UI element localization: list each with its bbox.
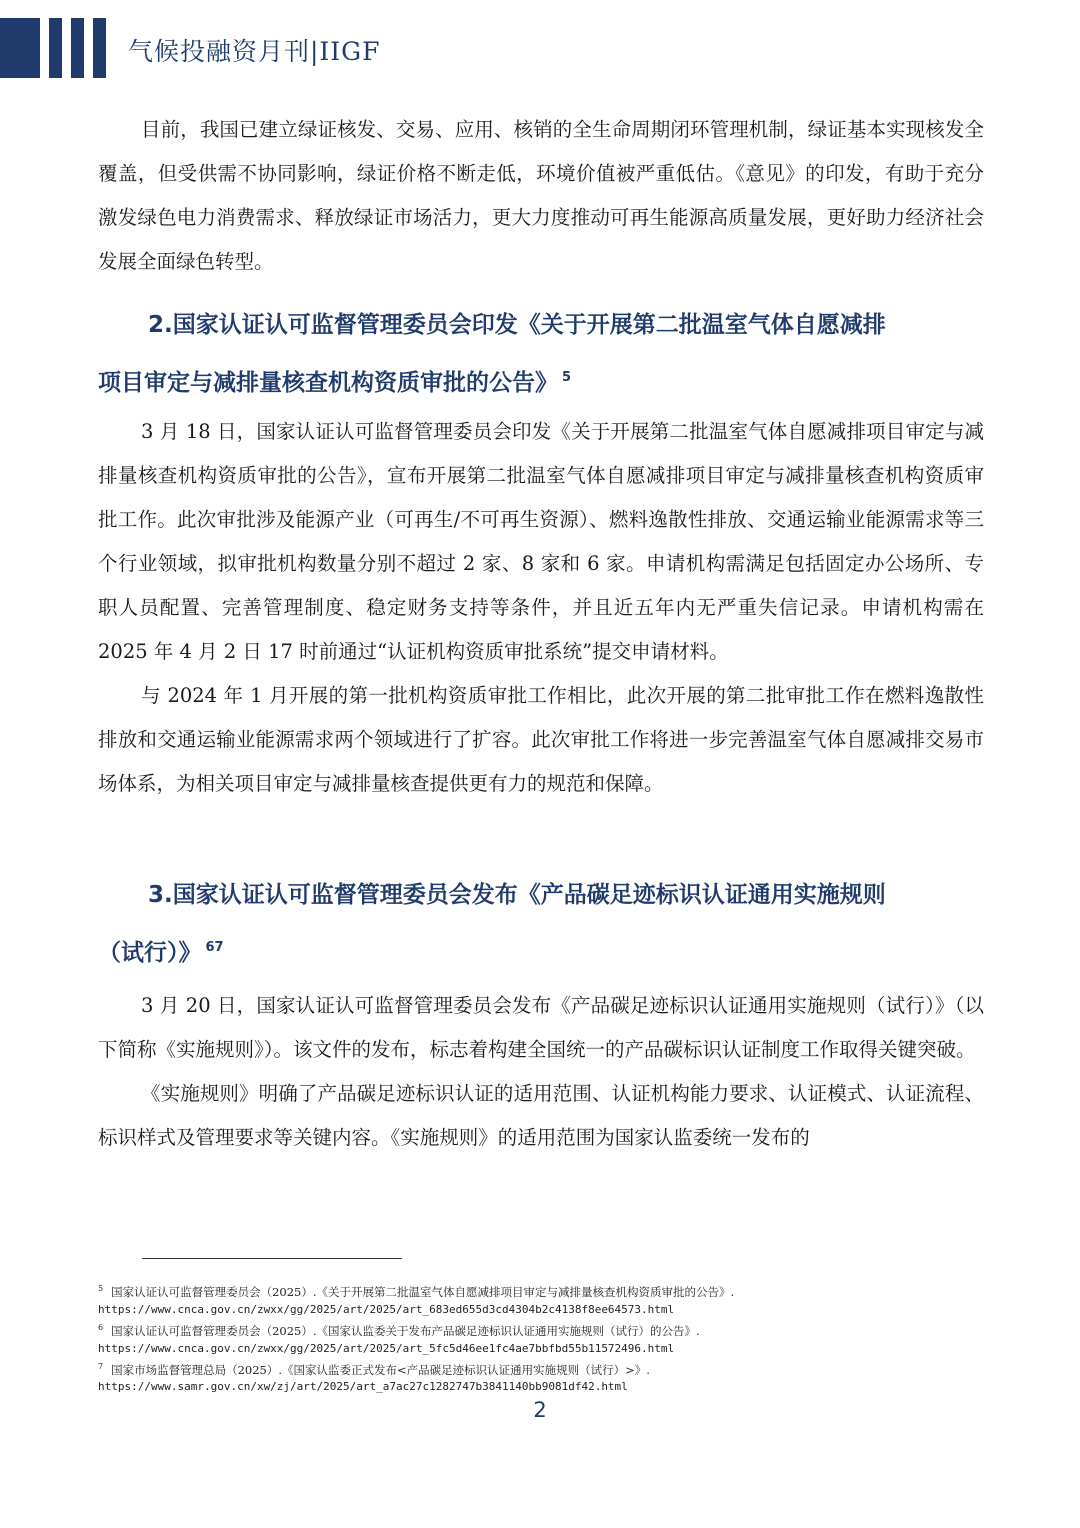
footnote-citation: 国家认证认可监督管理委员会（2025）.《国家认监委关于发布产品碳足迹标识认证通用实施规则（试行）的公告》. [111,1323,700,1338]
section-number: 3. [148,882,173,908]
footnote-divider [142,1258,402,1259]
footnote-reference: 67 [205,940,224,956]
body-paragraph: 与 2024 年 1 月开展的第一批机构资质审批工作相比，此次开展的第二批审批工作在燃料逸散性排放和交通运输业能源需求两个领域进行了扩容。此次审批工作将进一步完善温室气体自愿减排交易市场体系，为相关项目审定与减排量核查提供更有力的规范和保障。 [98,684,984,795]
section-heading-line [98,296,984,354]
section-title-line1: 国家认证认可监督管理委员会发布《产品碳足迹标识认证通用实施规则 [172,882,886,908]
footnote-text [98,1280,978,1301]
body-paragraph: 《实施规则》明确了产品碳足迹标识认证的适用范围、认证机构能力要求、认证模式、认证流程、标识样式及管理要求等关键内容。《实施规则》的适用范围为国家认监委统一发布的 [98,1082,984,1149]
header-bar [93,18,106,78]
footnote-citation: 国家认证认可监督管理委员会（2025）.《关于开展第二批温室气体自愿减排项目审定与减排量核查机构资质审批的公告》. [111,1284,735,1299]
section-heading-line [98,866,984,924]
body-paragraph: 目前，我国已建立绿证核发、交易、应用、核销的全生命周期闭环管理机制，绿证基本实现核发全覆盖，但受供需不协同影响，绿证价格不断走低，环境价值被严重低估。《意见》的印发，有助于充分激发绿色电力消费需求、释放绿证市场活力，更大力度推动可再生能源高质量发展，更好助力经济社会发展全面绿色转型。 [98,118,984,273]
header-bar [49,18,62,78]
body-paragraph: 3 月 20 日，国家认证认可监督管理委员会发布《产品碳足迹标识认证通用实施规则（试行）》（以下简称《实施规则》）。该文件的发布，标志着构建全国统一的产品碳标识认证制度工作取得关键突破。 [98,994,984,1061]
section-3-heading [98,866,984,982]
header-bar [71,18,84,78]
footnote-reference: 5 [562,370,572,386]
footnote-mark: 7 [98,1361,104,1371]
page-number: 2 [533,1398,547,1422]
header-decoration-bars [0,18,115,78]
footnote-url[interactable]: https://www.cnca.gov.cn/zwxx/gg/2025/art/2025/art_5fc5d46ee1fc4ae7bbfbd55b11572496.html [98,1341,675,1355]
section-2-body [98,410,984,806]
section-title-line2: 项目审定与减排量核查机构资质审批的公告》 [98,370,558,396]
publication-title: 气候投融资月刊|IIGF [128,37,381,66]
section-3-body [98,984,984,1160]
footnotes [98,1280,978,1396]
section-title-line2: （试行）》 [98,940,202,966]
section-2-heading [98,296,984,412]
footnote-url[interactable]: https://www.cnca.gov.cn/zwxx/gg/2025/art/2025/art_683ed655d3cd4304b2c4138f8ee64573.html [98,1302,675,1316]
footnote-mark: 6 [98,1322,104,1332]
body-paragraph: 3 月 18 日，国家认证认可监督管理委员会印发《关于开展第二批温室气体自愿减排项目审定与减排量核查机构资质审批的公告》，宣布开展第二批温室气体自愿减排项目审定与减排量核查机构资质审批工作。此次审批涉及能源产业（可再生/不可再生资源）、燃料逸散性排放、交通运输业能源需求等三个行业领域，拟审批机构数量分别不超过 2 家、8 家和 6 家。申请机构需满足包括固定办公场所、专职人员配置、完善管理制度、稳定财务支持等条件，并且近五年内无严重失信记录。申请机构需在 2025 年 4 月 2 日 17 时前通过“认证机构资质审批系统”提交申请材料。 [98,420,984,663]
footnote-text [98,1358,978,1379]
footnote-url[interactable]: https://www.samr.gov.cn/xw/zj/art/2025/art_a7ac27c1282747b3841140bb9081df42.html [98,1380,628,1394]
intro-paragraph-block [98,108,984,284]
section-title-line1: 国家认证认可监督管理委员会印发《关于开展第二批温室气体自愿减排 [172,312,886,338]
header-bar [0,18,40,78]
footnote-text [98,1319,978,1340]
footnote-citation: 国家市场监督管理总局（2025）.《国家认监委正式发布<产品碳足迹标识认证通用实施规则（试行）>》. [111,1362,650,1377]
section-heading-line [98,924,984,982]
section-number: 2. [148,312,173,338]
footnote-mark: 5 [98,1284,104,1293]
section-heading-line [98,354,984,412]
